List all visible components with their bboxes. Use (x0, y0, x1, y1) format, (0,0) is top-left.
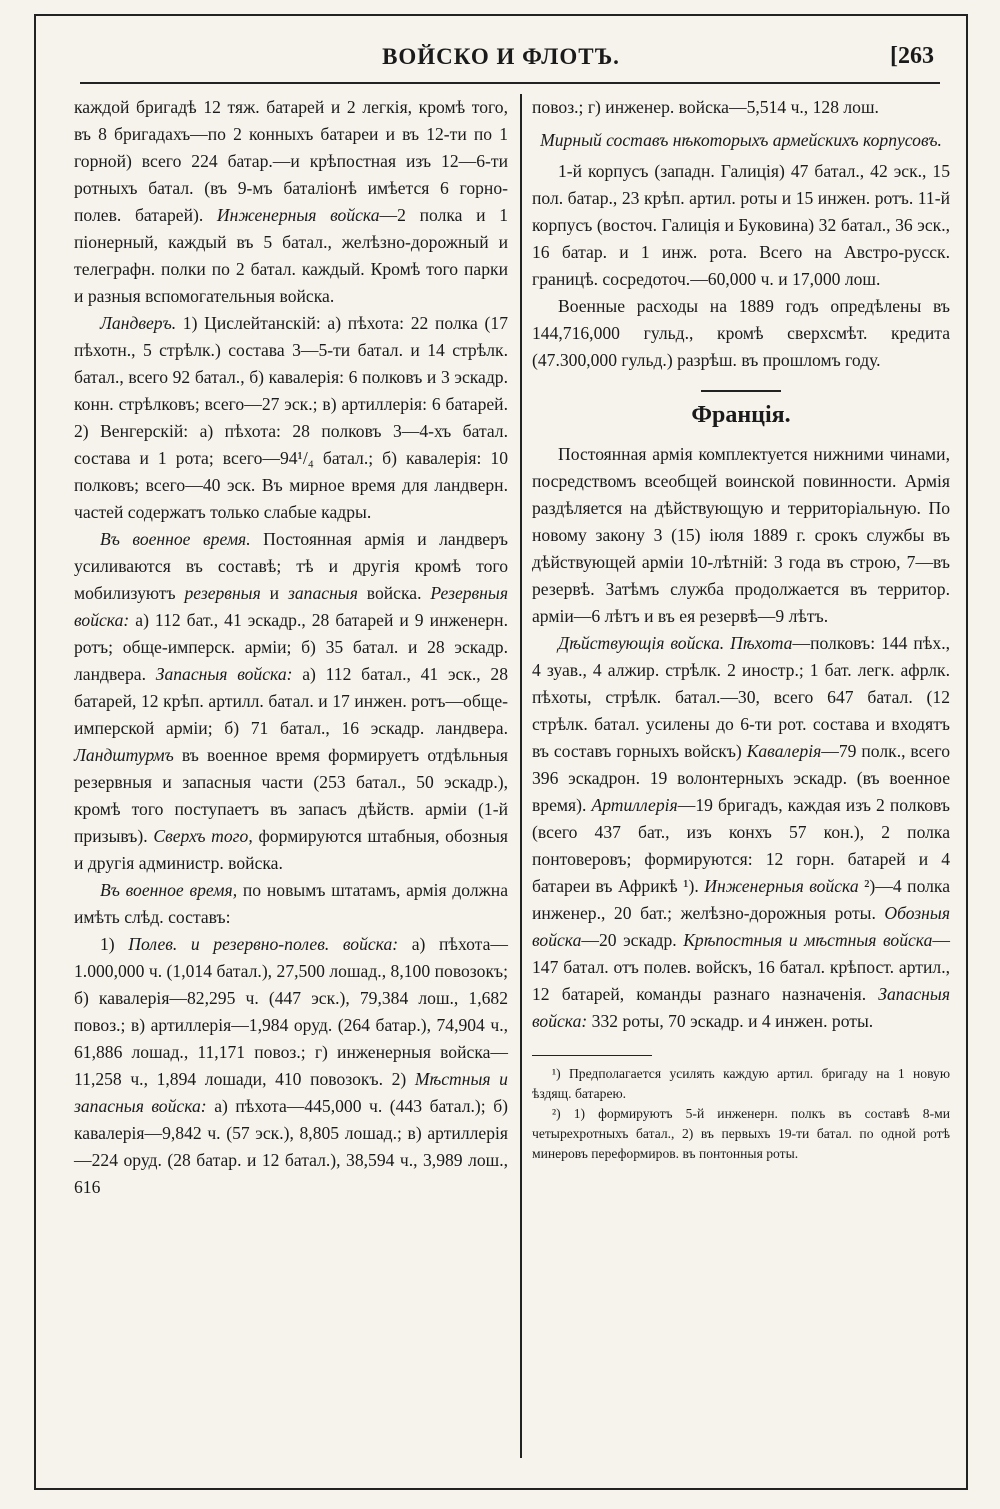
text: по новымъ штатамъ, армія должна имѣть слѣд. составъ: (74, 880, 509, 927)
right-column (532, 94, 950, 1164)
text: —79 полк., всего 396 эскадрон. 19 волонтерныхъ эскадр. (въ военное время). (532, 741, 951, 815)
text: а) 112 батал., 41 эск., 28 батарей, 12 крѣп. артилл. батал. и 17 инжен. ротъ—обще-имперской арміи; б) 71 батал., 16 эскадр. ландвера. (74, 664, 509, 738)
emphasis: Дѣйствующія войска. Пѣхота (558, 633, 793, 653)
emphasis: резервныя (184, 583, 261, 603)
emphasis: Крѣпостныя и мѣстныя войска (683, 930, 933, 950)
emphasis: запасныя (288, 583, 358, 603)
text: каждой бригадѣ 12 тяж. батарей и 2 легкія, кромѣ того, въ 8 бригадахъ—по 2 конныхъ батареи и въ 12-ти по 1 горной) всего 224 батар.—и крѣпостная изъ 12—6-ти ротныхъ батал. (въ 9-мъ баталіонѣ имѣется 6 горно-полев. батарей). (74, 97, 508, 225)
section-title: Франція. (691, 402, 791, 428)
text: въ военное время формируетъ отдѣльныя резервныя и запасныя части (253 батал., 50 эскадр.), кромѣ того поступаетъ въ запасъ дѣйств. арміи (1-й призывъ). (74, 745, 508, 846)
text: Постоянная армія и ландверъ усиливаются въ составѣ; тѣ и другія кромѣ того мобилизуютъ (74, 529, 509, 603)
paragraph: 1-й корпусъ (западн. Галиція) 47 батал., 42 эск., 15 пол. батар., 23 крѣп. артил. роты и 15 инжен. ротъ. 11-й корпусъ (восточ. Галиція и Буковина) 32 батал., 36 эск., 16 батар. и 1 инж. рота. Всего на Австро-русск. границѣ. сосредоточ.—60,000 ч. и 17,000 лош. (532, 161, 950, 289)
paragraph (74, 310, 508, 526)
page-title: ВОЙСКО И ФЛОТЪ. (382, 44, 620, 69)
emphasis: Въ военное время. (100, 529, 251, 549)
text: —147 батал. отъ полев. войскъ, 16 батал. крѣпост. артил., 12 батарей, команды разнаго назначенія. (532, 930, 950, 1004)
left-column (74, 94, 508, 1201)
text: а) пѣхота—445,000 ч. (443 батал.); б) кавалерія—9,842 ч. (57 эск.), 8,805 лошад.; в) артиллерія—224 оруд. (28 батар. и 12 батал.), 38,594 ч., 3,989 лош., 616 (74, 1096, 509, 1197)
emphasis: Полев. и резервно-полев. войска: (128, 934, 399, 954)
header-rule (80, 82, 940, 84)
text: —2 полка и 1 піонерный, каждый въ 5 батал., желѣзно-дорожный и телеграфн. полки по 2 батал. каждый. Кромѣ того парки и разныя вспомогательныя войска. (74, 205, 508, 306)
emphasis: Инженерныя войска (216, 205, 380, 225)
page-header (36, 16, 966, 76)
text: ²)—4 полка инженер., 20 бат.; желѣзно-дорожныя роты. (532, 876, 951, 923)
text: а) пѣхота—1.000,000 ч. (1,014 батал.), 27,500 лошад., 8,100 повозокъ; б) кавалерія—82,295 ч. (447 эск.), 79,384 лош., 1,682 повоз.; в) артиллерія—1,984 оруд. (264 батар.), 74,904 ч., 61,886 лошад., 11,171 повоз.; г) инженерныя войска—11,258 ч., 1,894 лошади, 410 повозокъ. 2) (74, 934, 508, 1089)
text: и (260, 583, 288, 603)
text: а) 112 бат., 41 эскадр., 28 батарей и 9 инженерн. ротъ; обще-имперск. арміи; б) 35 батал. и 28 эскадр. ландвера. (74, 610, 508, 684)
emphasis: Сверхъ того, (153, 826, 253, 846)
emphasis: Запасныя войска: (532, 984, 950, 1031)
paragraph (74, 526, 508, 877)
footnotes (532, 1064, 950, 1164)
emphasis: Запасныя войска: (155, 664, 293, 684)
paragraph: повоз.; г) инженер. войска—5,514 ч., 128 лош. (532, 97, 879, 117)
text: —19 бригадъ, каждая изъ 2 полковъ (всего 437 бат., изъ конхъ 57 кон.), 2 полка понтоверовъ; формируются: 12 горн. батарей и 4 батареи въ Африкѣ ¹). (532, 795, 951, 896)
emphasis: Мѣстныя и запасныя войска: (74, 1069, 508, 1116)
paragraph: Военные расходы на 1889 годъ опредѣлены въ 144,716,000 гульд., кромѣ сверхсмѣт. кредита (47.300,000 гульд.) разрѣш. въ прошломъ году. (532, 296, 950, 370)
paragraph: Постоянная армія комплектуется нижними чинами, посредствомъ всеобщей воинской повинности. Армія раздѣляется на дѣйствующую и территоріальную. По новому закону 3 (15) іюля 1889 г. срокъ службы въ дѣйствующей арміи 10-лѣтній: 3 года въ строю, 7—въ резервѣ. Затѣмъ служба продолжается въ территор. арміи—6 лѣтъ и въ ея резервѣ—9 лѣтъ. (532, 444, 950, 626)
text: 1) Цислейтанскій: а) пѣхота: 22 полка (17 пѣхотн., 5 стрѣлк.) состава 3—5-ти батал. и 14 стрѣлк. батал., всего 92 батал., б) кавалерія: 6 полковъ и 3 эскадр. конн. стрѣлковъ; всего—27 эск.; в) артиллерія: 6 батарей. 2) Венгерскій: а) пѣхота: 28 полковъ 3—4-хъ батал. состава и 1 рота; всего—94¹/₄ батал.; б) кавалерія: 10 полковъ; всего—40 эск. Въ мирное время для ландверн. частей содержатъ только слабые кадры. (74, 313, 508, 522)
paragraph (74, 931, 508, 1201)
emphasis: Резервныя войска: (74, 583, 509, 630)
paragraph (74, 94, 508, 310)
section-rule (701, 390, 781, 392)
text: —20 эскадр. (581, 930, 684, 950)
footnote-rule (532, 1055, 652, 1056)
column-divider (520, 94, 522, 1458)
emphasis: Ландверъ. (100, 313, 177, 333)
footnote: ¹) Предполагается усилять каждую артил. бригаду на 1 новую ѣздящ. батарею. (532, 1066, 950, 1101)
text: 332 роты, 70 эскадр. и 4 инжен. роты. (587, 1011, 874, 1031)
paragraph (74, 877, 508, 931)
text: войска. (357, 583, 431, 603)
emphasis: Инженерныя войска (704, 876, 859, 896)
emphasis: Артиллерія (591, 795, 678, 815)
sub-heading: Мирный составъ нѣкоторыхъ армейскихъ корпусовъ. (540, 130, 942, 150)
paragraph (532, 630, 950, 1035)
text: формируются штабныя, обозныя и другія администр. войска. (74, 826, 508, 873)
page-number: [263 (890, 43, 934, 69)
page (34, 14, 968, 1490)
emphasis: Кавалерія (746, 741, 822, 761)
text: 1) (100, 934, 129, 954)
footnote: ²) 1) формируютъ 5-й инженерн. полкъ въ составѣ 8-ми четырехротныхъ батал., 2) въ первыхъ 19-ти батал. по одной ротѣ минеровъ переформиров. въ понтонныя роты. (532, 1106, 950, 1161)
text: —полковъ: 144 пѣх., 4 зуав., 4 алжир. стрѣлк. 2 иностр.; 1 бат. легк. афрлк. пѣхоты, стрѣлк. батал.—30, всего 647 батал. (12 стрѣлк. батал. усилены до 6-ти рот. состава и входятъ въ составъ горныхъ войскъ) (532, 633, 950, 761)
emphasis: Обозныя войска (532, 903, 950, 950)
emphasis: Ландштурмъ (74, 745, 174, 765)
emphasis: Въ военное время, (100, 880, 238, 900)
